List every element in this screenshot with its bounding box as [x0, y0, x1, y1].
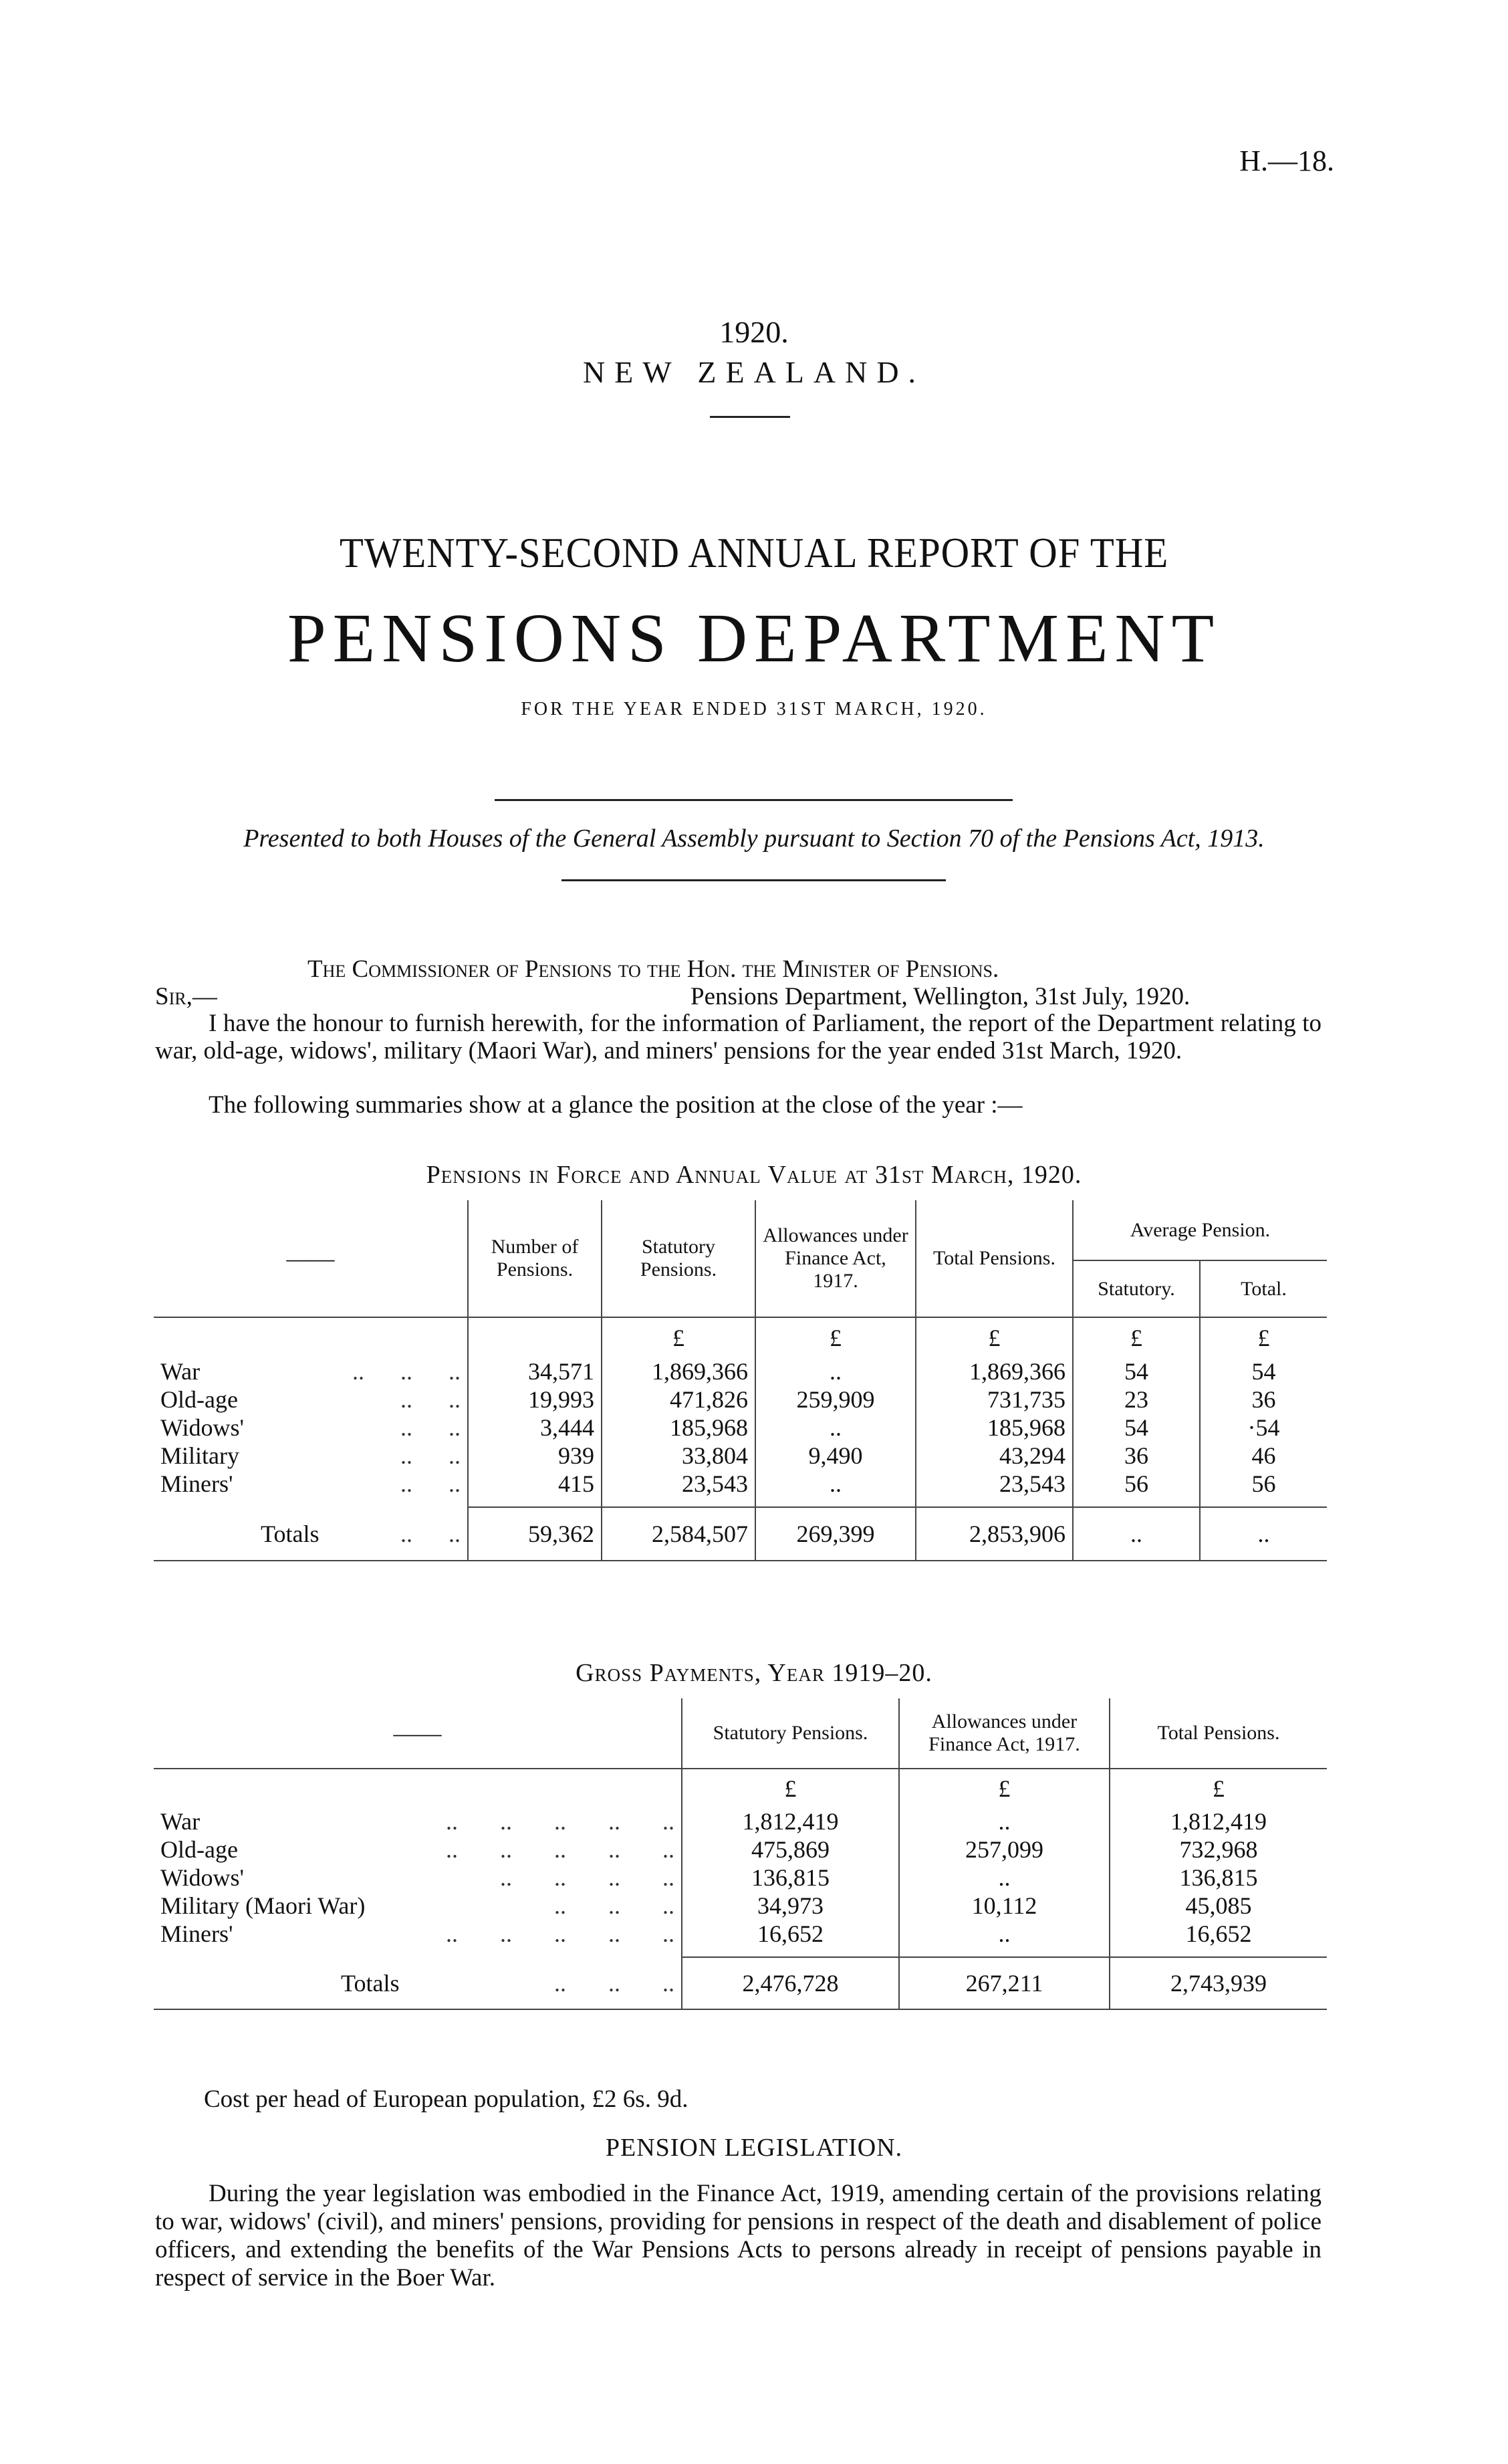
total-allowances: 269,399 [755, 1507, 916, 1561]
cell-allowances: 257,099 [899, 1835, 1110, 1864]
letter-place-date: Pensions Department, Wellington, 31st July, 1920. [690, 983, 1190, 1010]
divider [495, 799, 1013, 801]
total-avg-statutory: .. [1073, 1507, 1200, 1561]
table1-header-average: Average Pension. [1073, 1200, 1327, 1260]
cell-total: 43,294 [916, 1442, 1073, 1470]
divider [561, 879, 946, 881]
table1-header-total: Total Pensions. [916, 1200, 1073, 1317]
row-label: War [160, 1358, 201, 1385]
letter-paragraph: The following summaries show at a glance the position at the close of the year :— [209, 1091, 1023, 1119]
table1-header-dash: —— [154, 1200, 468, 1317]
letter-salutation: Sir,— [155, 983, 217, 1010]
table-row: Miners' .. .. 415 23,543 .. 23,543 56 56 [154, 1470, 1327, 1498]
pensions-in-force-table [154, 1200, 1327, 1561]
legislation-heading: PENSION LEGISLATION. [605, 2134, 903, 2162]
totals-row: Totals .. .. 59,362 2,584,507 269,399 2,853,906 .. .. [154, 1507, 1327, 1561]
currency-symbol: £ [602, 1317, 755, 1357]
cell-allowances: .. [899, 1920, 1110, 1948]
cell-avg-total: ·54 [1200, 1414, 1327, 1442]
row-label: Miners' [160, 1470, 233, 1497]
table2-header-dash: —— [154, 1698, 682, 1769]
totals-row: Totals .. .. .. 2,476,728 267,211 2,743,939 [154, 1957, 1327, 2009]
report-subtitle: FOR THE YEAR ENDED 31ST MARCH, 1920. [521, 699, 987, 719]
total-number: 59,362 [468, 1507, 602, 1561]
row-label: Widows' [160, 1414, 245, 1441]
table-row: War .. .. .. .. .. 1,812,419 .. 1,812,419 [154, 1807, 1327, 1835]
table1-header-allowances: Allowances under Finance Act, 1917. [755, 1200, 916, 1317]
total-statutory: 2,584,507 [602, 1507, 755, 1561]
cell-number: 19,993 [468, 1385, 602, 1414]
table1-header-number: Number of Pensions. [468, 1200, 602, 1317]
totals-label: Totals [261, 1520, 320, 1547]
cell-statutory: 136,815 [682, 1864, 899, 1892]
table-row: Widows' .. .. 3,444 185,968 .. 185,968 54 ·54 [154, 1414, 1327, 1442]
currency-symbol: £ [755, 1317, 916, 1357]
cell-total: 185,968 [916, 1414, 1073, 1442]
cell-total: 732,968 [1110, 1835, 1327, 1864]
row-label: Old-age [160, 1836, 238, 1863]
table2-header-statutory: Statutory Pensions. [682, 1698, 899, 1769]
cell-avg-statutory: 54 [1073, 1414, 1200, 1442]
letter-address: The Commissioner of Pensions to the Hon. the Minister of Pensions. [307, 956, 999, 983]
table-row: Old-age .. .. .. .. .. 475,869 257,099 732,968 [154, 1835, 1327, 1864]
cell-avg-total: 36 [1200, 1385, 1327, 1414]
report-title-line1: TWENTY-SECOND ANNUAL REPORT OF THE [339, 529, 1169, 576]
total-allowances: 267,211 [899, 1957, 1110, 2009]
row-label: Military [160, 1442, 239, 1469]
cell-total: 136,815 [1110, 1864, 1327, 1892]
cell-allowances: 259,909 [755, 1385, 916, 1414]
gross-payments-table [154, 1698, 1327, 2010]
table2-header-total: Total Pensions. [1110, 1698, 1327, 1769]
divider [710, 416, 790, 418]
table1-header-statutory: Statutory Pensions. [602, 1200, 755, 1317]
cell-total: 1,869,366 [916, 1357, 1073, 1385]
currency-symbol: £ [899, 1769, 1110, 1807]
letter-paragraph: I have the honour to furnish herewith, for the information of Parliament, the report of the Department relating to war, old-age, widows', military (Maori War), and miners' pensions for the year ended 31st March, 1920. [155, 1010, 1322, 1065]
cell-total: 731,735 [916, 1385, 1073, 1414]
cell-statutory: 475,869 [682, 1835, 899, 1864]
currency-symbol: £ [1200, 1317, 1327, 1357]
legislation-paragraph: During the year legislation was embodied in the Finance Act, 1919, amending certain of the provisions relating to war, widows' (civil), and miners' pensions, providing for pensions in respect of the death and disablement of police officers, and extending the benefits of the War Pensions Acts to persons already in receipt of pensions payable in respect of service in the Boer War. [155, 2180, 1322, 2291]
cell-allowances: .. [755, 1357, 916, 1385]
table-row: Widows' .. .. .. .. 136,815 .. 136,815 [154, 1864, 1327, 1892]
cell-total: 45,085 [1110, 1892, 1327, 1920]
currency-symbol: £ [916, 1317, 1073, 1357]
table1-title: Pensions in Force and Annual Value at 31st March, 1920. [426, 1161, 1082, 1189]
report-year: 1920. [719, 315, 789, 349]
cell-total: 16,652 [1110, 1920, 1327, 1948]
presented-note: Presented to both Houses of the General Assembly pursuant to Section 70 of the Pensions Act, 1913. [243, 824, 1265, 853]
cell-avg-statutory: 36 [1073, 1442, 1200, 1470]
row-label: Old-age [160, 1386, 238, 1413]
cell-total: 23,543 [916, 1470, 1073, 1498]
row-label: Military (Maori War) [160, 1892, 366, 1919]
cell-statutory: 34,973 [682, 1892, 899, 1920]
table2-header-allowances: Allowances under Finance Act, 1917. [899, 1698, 1110, 1769]
table-row: Military (Maori War) .. .. .. 34,973 10,112 45,085 [154, 1892, 1327, 1920]
table-row: Old-age .. .. 19,993 471,826 259,909 731,735 23 36 [154, 1385, 1327, 1414]
total-total: 2,853,906 [916, 1507, 1073, 1561]
currency-symbol: £ [682, 1769, 899, 1807]
cell-number: 939 [468, 1442, 602, 1470]
page-reference: H.—18. [1239, 144, 1334, 177]
table2-title: Gross Payments, Year 1919–20. [576, 1659, 932, 1687]
row-label: Widows' [160, 1864, 245, 1891]
table1-header-avg-statutory: Statutory. [1073, 1260, 1200, 1317]
table-row: Miners' .. .. .. .. .. 16,652 .. 16,652 [154, 1920, 1327, 1948]
cell-statutory: 1,812,419 [682, 1807, 899, 1835]
currency-symbol: £ [1110, 1769, 1327, 1807]
total-avg-total: .. [1200, 1507, 1327, 1561]
total-total: 2,743,939 [1110, 1957, 1327, 2009]
cell-allowances: 10,112 [899, 1892, 1110, 1920]
cell-allowances: .. [899, 1807, 1110, 1835]
cell-statutory: 1,869,366 [602, 1357, 755, 1385]
cell-allowances: .. [899, 1864, 1110, 1892]
cell-allowances: .. [755, 1414, 916, 1442]
cell-allowances: 9,490 [755, 1442, 916, 1470]
cost-per-head: Cost per head of European population, £2 6s. 9d. [204, 2086, 688, 2113]
cell-avg-statutory: 23 [1073, 1385, 1200, 1414]
country-name: NEW ZEALAND. [582, 355, 926, 389]
total-statutory: 2,476,728 [682, 1957, 899, 2009]
cell-avg-total: 54 [1200, 1357, 1327, 1385]
table1-header-avg-total: Total. [1200, 1260, 1327, 1317]
cell-number: 3,444 [468, 1414, 602, 1442]
currency-symbol: £ [1073, 1317, 1200, 1357]
table-row: Military .. .. 939 33,804 9,490 43,294 36 46 [154, 1442, 1327, 1470]
row-label: Miners' [160, 1920, 233, 1947]
cell-statutory: 185,968 [602, 1414, 755, 1442]
cell-statutory: 23,543 [602, 1470, 755, 1498]
cell-allowances: .. [755, 1470, 916, 1498]
cell-statutory: 16,652 [682, 1920, 899, 1948]
cell-number: 34,571 [468, 1357, 602, 1385]
cell-avg-total: 46 [1200, 1442, 1327, 1470]
cell-statutory: 471,826 [602, 1385, 755, 1414]
cell-statutory: 33,804 [602, 1442, 755, 1470]
totals-label: Totals [341, 1969, 400, 1997]
report-title-main: PENSIONS DEPARTMENT [287, 600, 1221, 677]
cell-total: 1,812,419 [1110, 1807, 1327, 1835]
cell-avg-statutory: 56 [1073, 1470, 1200, 1498]
cell-avg-total: 56 [1200, 1470, 1327, 1498]
cell-number: 415 [468, 1470, 602, 1498]
cell-avg-statutory: 54 [1073, 1357, 1200, 1385]
row-label: War [160, 1808, 201, 1835]
table-row: War .. .. .. 34,571 1,869,366 .. 1,869,366 54 54 [154, 1357, 1327, 1385]
